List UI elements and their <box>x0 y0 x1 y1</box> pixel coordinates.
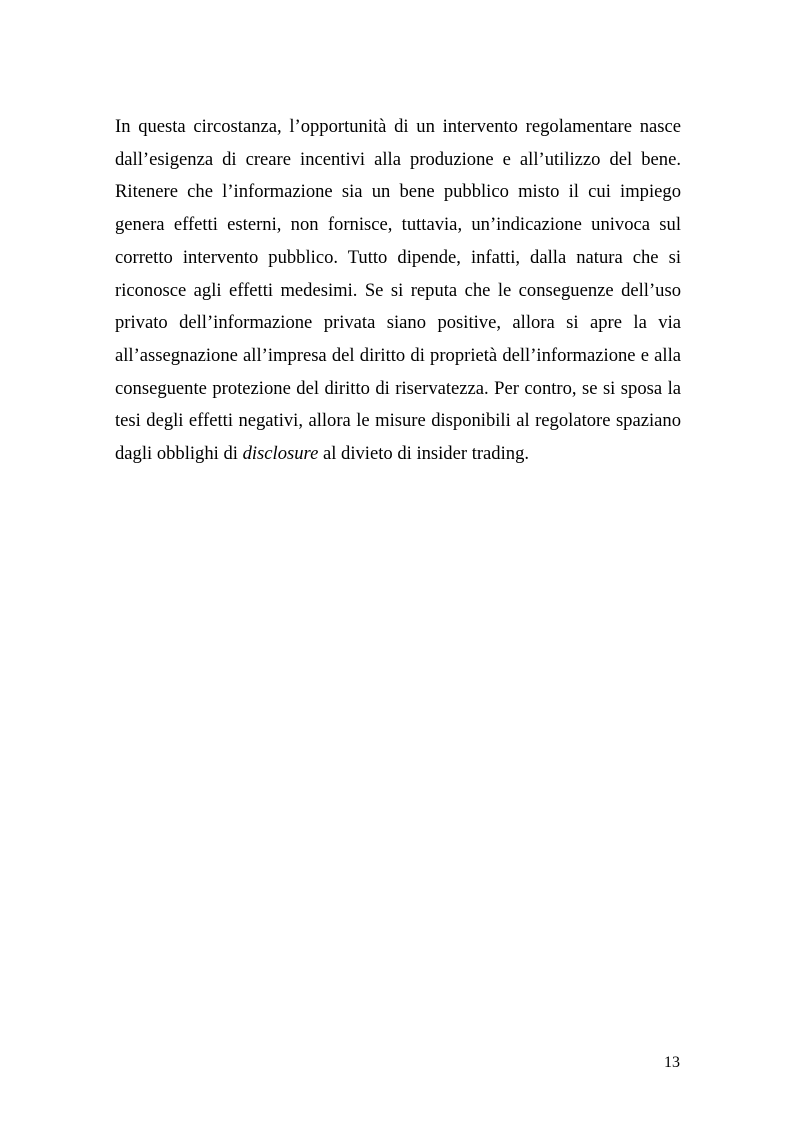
paragraph-line: all’assegnazione all’impresa del diritto di proprietà dell’informazione e alla <box>115 344 681 366</box>
paragraph-line: privato dell’informazione privata siano positive, allora si apre la via <box>115 312 681 334</box>
emphasized-term: disclosure <box>242 443 319 465</box>
page-number: 13 <box>664 1054 680 1071</box>
paragraph-line: riconosce agli effetti medesimi. Se si reputa che le conseguenze dell’uso <box>115 279 681 301</box>
paragraph-last-line <box>115 438 681 471</box>
last-line-text-after: al divieto di insider trading. <box>318 443 530 465</box>
paragraph-line: dall’esigenza di creare incentivi alla produzione e all’utilizzo del bene. <box>115 148 681 170</box>
paragraph-line: corretto intervento pubblico. Tutto dipende, infatti, dalla natura che si <box>115 246 681 268</box>
paragraph-line: tesi degli effetti negativi, allora le misure disponibili al regolatore spaziano <box>115 410 681 432</box>
last-line-text-before: dagli obblighi di <box>115 443 243 465</box>
body-paragraph <box>115 111 681 471</box>
paragraph-line: In questa circostanza, l’opportunità di un intervento regolamentare nasce <box>115 116 681 137</box>
paragraph-line: genera effetti esterni, non fornisce, tuttavia, un’indicazione univoca sul <box>115 214 681 236</box>
paragraph-line: Ritenere che l’informazione sia un bene pubblico misto il cui impiego <box>115 181 681 203</box>
paragraph-line: conseguente protezione del diritto di riservatezza. Per contro, se si sposa la <box>115 377 681 399</box>
